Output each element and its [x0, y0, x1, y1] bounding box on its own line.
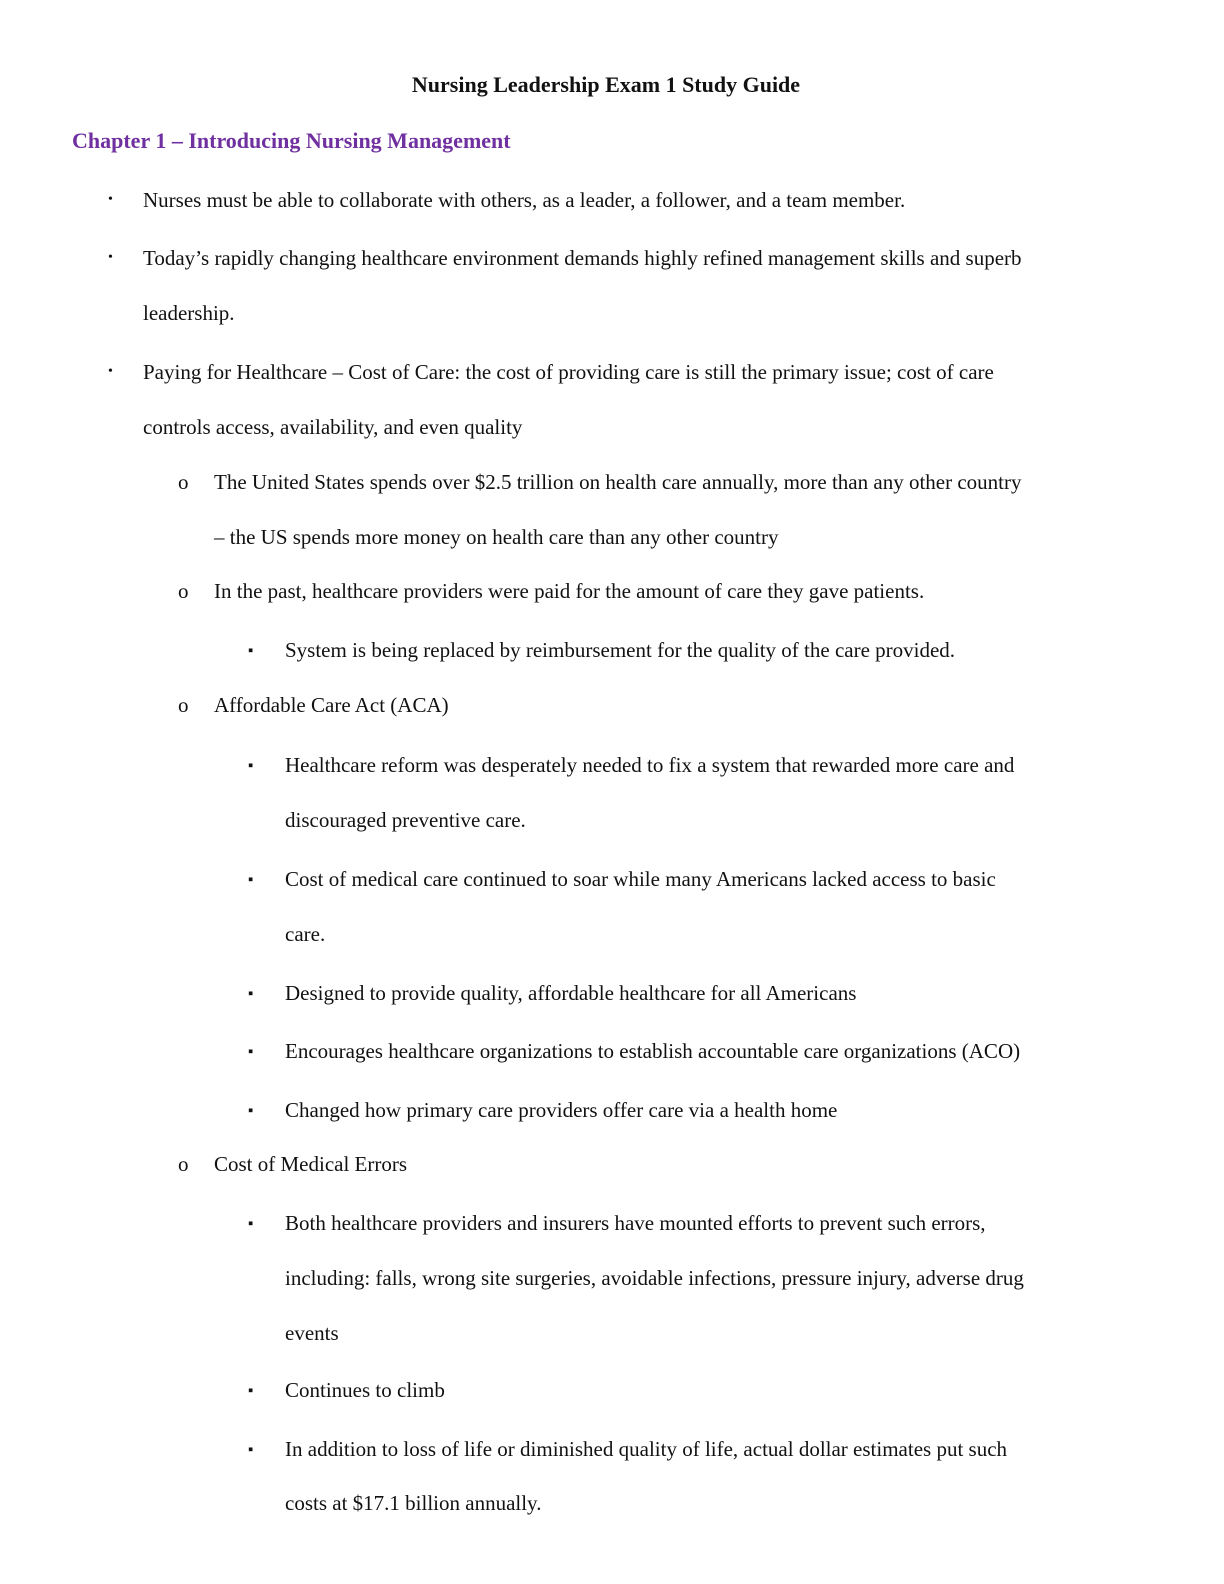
- bullet-level3-icon: ▪: [248, 643, 254, 659]
- bullet-level3-icon: ▪: [248, 1216, 254, 1232]
- sub-sub-bullet-text-continuation: including: falls, wrong site surgeries, avoidable infections, pressure injury, adverse drug: [285, 1266, 1024, 1290]
- sub-bullet-text: Cost of Medical Errors: [214, 1152, 408, 1176]
- bullet-level2-icon: o: [178, 579, 189, 603]
- bullet-level3-icon: ▪: [248, 872, 254, 888]
- sub-sub-bullet-text: Healthcare reform was desperately needed to fix a system that rewarded more care and: [285, 753, 1015, 777]
- sub-sub-bullet-text: In addition to loss of life or diminished quality of life, actual dollar estimates put such: [285, 1437, 1008, 1461]
- sub-sub-bullet-text-continuation: care.: [285, 922, 326, 946]
- sub-sub-bullet-text: Both healthcare providers and insurers have mounted efforts to prevent such errors,: [285, 1211, 986, 1235]
- document-title: Nursing Leadership Exam 1 Study Guide: [411, 72, 801, 97]
- bullet-text-continuation: controls access, availability, and even quality: [143, 415, 523, 439]
- sub-sub-bullet-text: Encourages healthcare organizations to establish accountable care organizations (ACO): [285, 1039, 1021, 1063]
- sub-sub-bullet-text-continuation: events: [285, 1321, 339, 1345]
- sub-bullet-text: Affordable Care Act (ACA): [214, 693, 449, 717]
- bullet-level3-icon: ▪: [248, 1442, 254, 1458]
- sub-sub-bullet-text-continuation: costs at $17.1 billion annually.: [285, 1491, 542, 1515]
- bullet-text: Today’s rapidly changing healthcare environment demands highly refined management skills and superb: [143, 246, 1022, 270]
- bullet-level3-icon: ▪: [248, 1103, 254, 1119]
- bullet-text: Paying for Healthcare – Cost of Care: the cost of providing care is still the primary issue; cost of care: [143, 360, 994, 384]
- bullet-level3-icon: ▪: [248, 986, 254, 1002]
- sub-sub-bullet-text: System is being replaced by reimbursement for the quality of the care provided.: [285, 638, 956, 662]
- bullet-level3-icon: ▪: [248, 758, 254, 774]
- bullet-level2-icon: o: [178, 1152, 189, 1176]
- bullet-level1-icon: •: [108, 364, 113, 379]
- bullet-text: Nurses must be able to collaborate with others, as a leader, a follower, and a team member.: [143, 188, 906, 212]
- sub-sub-bullet-text: Continues to climb: [285, 1378, 445, 1402]
- bullet-level2-icon: o: [178, 470, 189, 494]
- sub-sub-bullet-text-continuation: discouraged preventive care.: [285, 808, 526, 832]
- bullet-level3-icon: ▪: [248, 1383, 254, 1399]
- sub-bullet-text: In the past, healthcare providers were paid for the amount of care they gave patients.: [214, 579, 925, 603]
- bullet-level1-icon: •: [108, 192, 113, 207]
- sub-sub-bullet-text: Cost of medical care continued to soar while many Americans lacked access to basic: [285, 867, 996, 891]
- chapter-heading: Chapter 1 – Introducing Nursing Management: [72, 128, 511, 153]
- sub-sub-bullet-text: Changed how primary care providers offer care via a health home: [285, 1098, 838, 1122]
- sub-bullet-text: The United States spends over $2.5 trillion on health care annually, more than any other country: [214, 470, 1022, 494]
- bullet-text-continuation: leadership.: [143, 301, 235, 325]
- sub-sub-bullet-text: Designed to provide quality, affordable healthcare for all Americans: [285, 981, 857, 1005]
- bullet-level1-icon: •: [108, 250, 113, 265]
- sub-bullet-text-continuation: – the US spends more money on health care than any other country: [214, 525, 779, 549]
- bullet-level2-icon: o: [178, 693, 189, 717]
- bullet-level3-icon: ▪: [248, 1044, 254, 1060]
